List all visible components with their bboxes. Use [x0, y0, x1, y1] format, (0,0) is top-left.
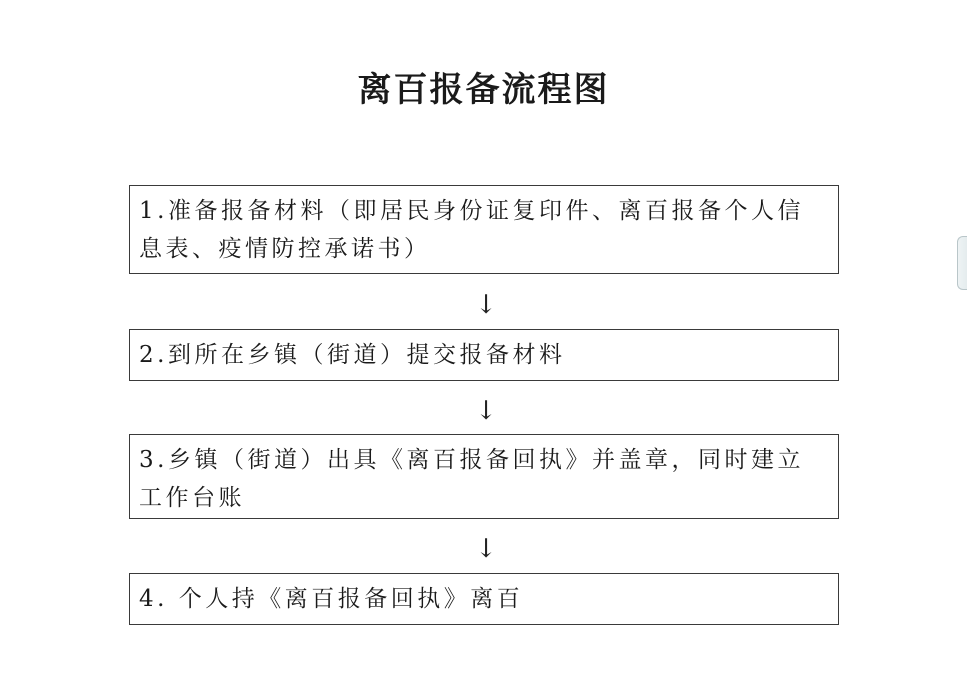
flow-step-2-box — [129, 329, 839, 381]
flow-arrow-3: ↓ — [475, 534, 497, 564]
page-title: 离百报备流程图 — [357, 70, 610, 110]
flow-step-3-box — [129, 434, 839, 519]
flow-step-1-text: 1.准备报备材料（即居民身份证复印件、离百报备个人信息表、疫情防控承诺书） — [139, 198, 804, 262]
edge-tab-decoration — [957, 236, 967, 290]
flow-step-3-text: 3.乡镇（街道）出具《离百报备回执》并盖章，同时建立工作台账 — [139, 447, 804, 511]
flow-step-4-box — [129, 573, 839, 625]
flow-arrow-2: ↓ — [475, 396, 497, 426]
flow-step-1-box — [129, 185, 839, 274]
flow-step-2-text: 2.到所在乡镇（街道）提交报备材料 — [139, 342, 566, 368]
flow-step-4-text: 4. 个人持《离百报备回执》离百 — [139, 586, 524, 612]
flow-arrow-1: ↓ — [475, 290, 497, 320]
